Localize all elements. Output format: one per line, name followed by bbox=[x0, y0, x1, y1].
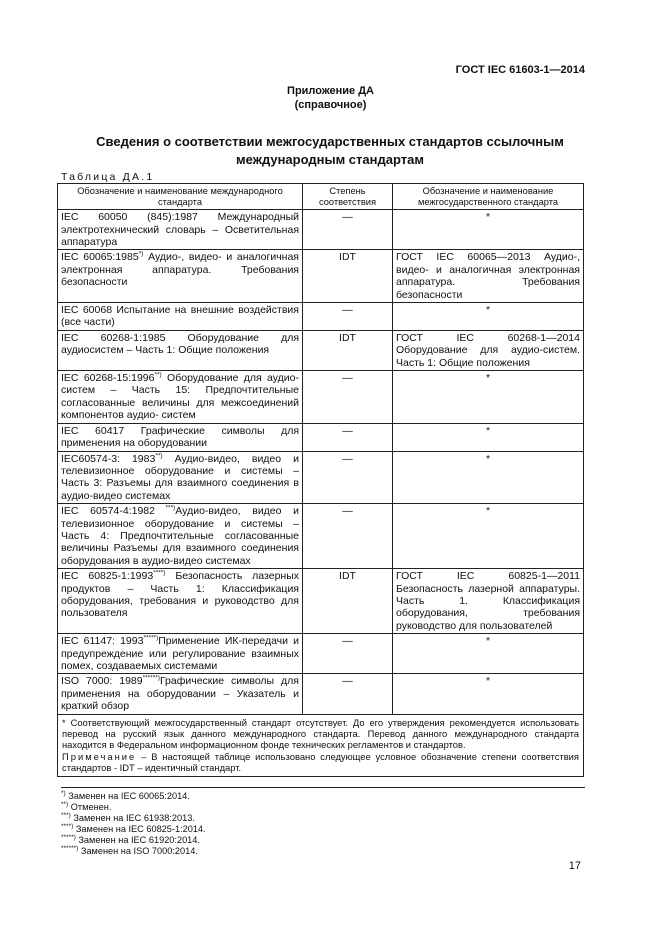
footnote-ref: *****) bbox=[143, 634, 159, 642]
header-degree: Степень соответствия bbox=[303, 184, 393, 210]
table-row bbox=[58, 634, 584, 674]
footnote-mark: **) bbox=[61, 800, 69, 808]
degree-cell: — bbox=[303, 504, 393, 569]
national-standard-cell: * bbox=[393, 210, 584, 250]
intl-title: Международный электротехнический словарь – Осветительная аппаратура bbox=[61, 211, 299, 248]
intl-title: Графические символы для применения на оборудовании – Указатель и краткий обзор bbox=[61, 675, 299, 713]
footnote-mark: ****) bbox=[61, 822, 74, 830]
table-footnote: * Соответствующий межгосударственный стандарт отсутствует. До его утверждения рекомендуется использовать перевод на русский язык данного международного стандарта. Перевод данного международного стандарта находится в Федеральном информационном фонде технических регламентов и стандартов. bbox=[62, 716, 579, 751]
intl-title: Графические символы для применения на оборудовании bbox=[61, 424, 300, 450]
degree-cell: — bbox=[303, 371, 393, 424]
footnote-text: Заменен на ISO 7000:2014. bbox=[78, 846, 198, 856]
intl-title: Применение ИК-передачи и предупреждение или регулирование взаимных помех, создаваемых системами bbox=[61, 635, 299, 672]
footnote-divider bbox=[61, 787, 585, 788]
intl-title: Аудио-видео, видео и телевизионное оборудование и системы – Часть 4: Предпочтительные согласованные величины Разъемы для взаимного соединения оборудования в аудио-видео системах bbox=[61, 505, 300, 567]
intl-code: IEC 60268-15:1996 bbox=[61, 372, 155, 385]
footnote-mark: ***) bbox=[61, 811, 71, 819]
national-standard-cell: ГОСТ IEC 60825-1—2011 Безопасность лазерной аппаратуры. Часть 1. Классификация оборудования, требования руководство для пользователей bbox=[393, 569, 584, 634]
table-row bbox=[58, 250, 584, 303]
national-standard-cell: * bbox=[393, 423, 584, 451]
international-standard-cell bbox=[58, 250, 303, 303]
table-row bbox=[58, 451, 584, 504]
national-standard-cell: * bbox=[393, 451, 584, 504]
intl-code: ISO 7000: 1989 bbox=[61, 675, 143, 688]
footnote-ref: ***) bbox=[154, 504, 176, 512]
annex-subtitle: (справочное) bbox=[294, 99, 367, 111]
international-standard-cell bbox=[58, 423, 303, 451]
intl-code: IEC 60050 (845):1987 bbox=[61, 211, 198, 224]
degree-cell: IDT bbox=[303, 330, 393, 370]
table-row bbox=[58, 504, 584, 569]
national-standard-cell: ГОСТ IEC 60065—2013 Аудио-, видео- и аналогичная электронная аппаратура. Требования безопасности bbox=[393, 250, 584, 303]
national-standard-cell: * bbox=[393, 634, 584, 674]
footnote-text: Заменен на IEC 60825-1:2014. bbox=[73, 824, 206, 834]
international-standard-cell bbox=[58, 634, 303, 674]
document-title: Сведения о соответствии межгосударственных стандартов ссылочным международным стандартам bbox=[96, 134, 564, 167]
footnote-ref: **) bbox=[154, 371, 162, 379]
table-row bbox=[58, 423, 584, 451]
annex-heading bbox=[0, 84, 661, 112]
intl-code: IEC 60417 bbox=[61, 424, 125, 437]
degree-cell: — bbox=[303, 303, 393, 331]
intl-code: IEC 60574-4:1982 bbox=[61, 505, 155, 518]
degree-cell: IDT bbox=[303, 250, 393, 303]
table-row bbox=[58, 210, 584, 250]
footnote-item bbox=[61, 824, 206, 835]
footnote-ref: ****) bbox=[153, 569, 166, 577]
header-national-standard: Обозначение и наименование межгосударственного стандарта bbox=[393, 184, 584, 210]
intl-title: Безопасность лазерных продуктов – Часть 1: Классификация оборудования, требования и руководство для пользователя bbox=[61, 570, 300, 620]
international-standard-cell bbox=[58, 674, 303, 714]
degree-cell: — bbox=[303, 634, 393, 674]
footnote-mark: ******) bbox=[61, 844, 79, 852]
intl-code: IEC 60065:1985 bbox=[61, 251, 139, 264]
footnote-item bbox=[61, 813, 195, 824]
intl-title: Оборудование для аудиосистем – Часть 1: Общие положения bbox=[61, 331, 300, 357]
footnote-item bbox=[61, 791, 190, 802]
national-standard-cell: ГОСТ IEC 60268-1—2014 Оборудование для аудио-систем. Часть 1: Общие положения bbox=[393, 330, 584, 370]
footnote-item bbox=[61, 846, 198, 857]
table-row bbox=[58, 569, 584, 634]
annex-title: Приложение ДА bbox=[287, 85, 374, 97]
footnote-text: Заменен на IEC 61938:2013. bbox=[70, 813, 195, 823]
intl-code: IEC 60268-1:1985 bbox=[61, 331, 166, 344]
international-standard-cell bbox=[58, 451, 303, 504]
degree-cell: IDT bbox=[303, 569, 393, 634]
international-standard-cell bbox=[58, 330, 303, 370]
note-text: – В настоящей таблице использовано следующее условное обозначение степени соответствия стандартов - IDT – идентичный стандарт. bbox=[62, 750, 579, 774]
table-label: Таблица ДА.1 bbox=[61, 171, 155, 183]
page-number: 17 bbox=[568, 860, 581, 872]
intl-code: IEC60574-3: 1983 bbox=[61, 452, 156, 465]
footnote-text: Заменен на IEC 60065:2014. bbox=[65, 791, 190, 801]
standard-code: ГОСТ IEC 61603-1—2014 bbox=[455, 64, 585, 76]
intl-title: Испытание на внешние воздействия (все части) bbox=[61, 304, 299, 329]
intl-title: Аудио-, видео- и аналогичная электронная аппаратура. Требования безопасности bbox=[61, 251, 299, 289]
intl-title: Оборудование для аудио-систем – Часть 15: Предпочтительные согласованные величины для межсоединений компонентов аудио- систем bbox=[61, 372, 299, 422]
degree-cell: — bbox=[303, 423, 393, 451]
degree-cell: — bbox=[303, 210, 393, 250]
footnote-text: Отменен. bbox=[68, 802, 112, 812]
table-row bbox=[58, 303, 584, 331]
footnote-mark: *****) bbox=[61, 833, 76, 841]
degree-cell: — bbox=[303, 451, 393, 504]
footnote-ref: ******) bbox=[142, 674, 160, 682]
table-row bbox=[58, 330, 584, 370]
table-footnote-cell bbox=[58, 714, 584, 776]
intl-code: IEC 60825-1:1993 bbox=[61, 570, 154, 583]
international-standard-cell bbox=[58, 504, 303, 569]
national-standard-cell: * bbox=[393, 674, 584, 714]
table-header-row bbox=[58, 184, 584, 210]
table-row bbox=[58, 371, 584, 424]
international-standard-cell bbox=[58, 210, 303, 250]
footnote-ref: *) bbox=[138, 250, 144, 258]
degree-cell: — bbox=[303, 674, 393, 714]
national-standard-cell: * bbox=[393, 504, 584, 569]
footnote-text: Заменен на IEC 61920:2014. bbox=[75, 835, 200, 845]
international-standard-cell bbox=[58, 371, 303, 424]
note-label: Примечание bbox=[62, 750, 137, 762]
national-standard-cell: * bbox=[393, 371, 584, 424]
table-row bbox=[58, 674, 584, 714]
footnote-ref: **) bbox=[155, 452, 163, 459]
intl-title: Аудио-видео, видео и телевизионное оборудование и системы – Часть 3: Разъемы для взаимного соединения в аудио-видео системах bbox=[61, 452, 299, 502]
intl-code: IEC 61147: 1993 bbox=[61, 635, 144, 648]
correspondence-table bbox=[57, 183, 584, 777]
national-standard-cell: * bbox=[393, 303, 584, 331]
international-standard-cell bbox=[58, 569, 303, 634]
intl-code: IEC 60068 bbox=[61, 304, 113, 317]
header-international-standard: Обозначение и наименование международного стандарта bbox=[58, 184, 303, 210]
table-footnote-row bbox=[58, 714, 584, 776]
international-standard-cell bbox=[58, 303, 303, 331]
footnote-item bbox=[61, 835, 200, 846]
table-note bbox=[62, 751, 579, 774]
footnote-mark: *) bbox=[61, 789, 66, 797]
